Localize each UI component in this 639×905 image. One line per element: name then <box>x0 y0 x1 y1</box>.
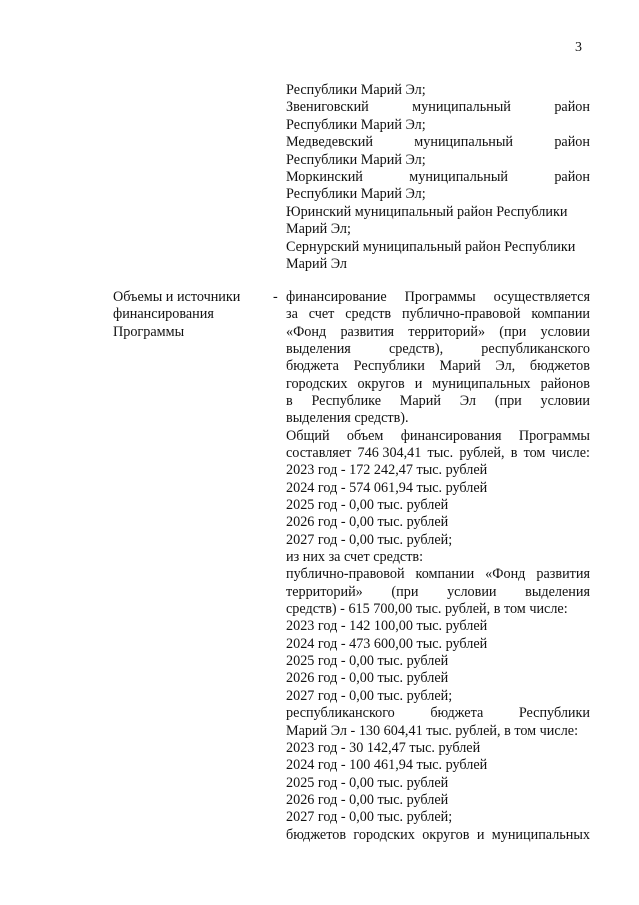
text-word: (при <box>391 583 419 600</box>
text-line: Республики Марий Эл; <box>286 151 426 168</box>
text-line: Марий Эл <box>286 256 347 272</box>
text-word: и <box>414 375 423 392</box>
text-word: выделения <box>525 583 590 600</box>
text-line: 2024 год - 574 061,94 тыс. рублей <box>286 479 488 496</box>
text-line: Республики Марий Эл; <box>286 186 426 203</box>
text-word: округов <box>422 826 470 843</box>
text-word: территорий» <box>286 583 363 600</box>
text-word: бюджетов <box>286 826 347 843</box>
label-line: финансирования <box>113 306 214 323</box>
text-line <box>286 445 590 462</box>
text-word: муниципальных <box>491 826 590 843</box>
text-word: средств <box>345 306 392 323</box>
text-line <box>286 99 590 116</box>
text-word: условии <box>447 583 497 600</box>
text-word: составляет <box>286 445 352 462</box>
text-word: бюджетов <box>529 358 590 375</box>
text-line: 2025 год - 0,00 тыс. рублей <box>286 774 449 791</box>
text-line: 2026 год - 0,00 тыс. рублей <box>286 791 449 808</box>
text-word: счет <box>308 306 335 323</box>
text-word: в <box>510 445 518 462</box>
text-line: 2025 год - 0,00 тыс. рублей <box>286 653 449 670</box>
text-word: городских <box>286 375 348 392</box>
text-line: 2026 год - 0,00 тыс. рублей <box>286 670 449 687</box>
text-word: Эл, <box>495 358 516 375</box>
text-word: том <box>523 445 546 462</box>
text-line: 2023 год - 30 142,47 тыс. рублей <box>286 739 481 756</box>
text-word: Программы <box>518 427 590 444</box>
text-line: Республики Марий Эл; <box>286 82 426 98</box>
text-line <box>286 306 590 323</box>
text-word: район <box>554 99 590 116</box>
text-line <box>286 376 590 393</box>
text-word: выделения <box>286 341 351 358</box>
text-word: Республики <box>353 358 425 375</box>
text-line: 2027 год - 0,00 тыс. рублей; <box>286 687 453 704</box>
text-word: (при <box>499 323 527 340</box>
text-word: «Фонд <box>485 566 526 583</box>
text-word: муниципальный <box>409 169 508 185</box>
text-line: Юринский муниципальный район Республики <box>286 203 568 220</box>
text-word: осуществляется <box>493 289 590 305</box>
text-line: Марий Эл - 130 604,41 тыс. рублей, в том числе: <box>286 722 579 739</box>
text-word: развития <box>536 566 590 583</box>
text-word: Марий <box>439 358 481 375</box>
text-word: район <box>554 169 590 185</box>
text-line <box>286 134 590 151</box>
text-line <box>286 324 590 341</box>
text-word: муниципальный <box>414 134 514 151</box>
text-word: публично-правовой <box>401 306 521 323</box>
text-line: 2024 год - 473 600,00 тыс. рублей <box>286 635 488 652</box>
text-word: публично-правовой <box>286 566 405 583</box>
text-word: и <box>476 826 485 843</box>
text-word: тыс. <box>427 445 454 462</box>
text-line: 2024 год - 100 461,94 тыс. рублей <box>286 757 488 774</box>
text-line <box>286 358 590 375</box>
text-word: числе: <box>551 445 590 462</box>
text-word: «Фонд <box>286 323 327 340</box>
label-line: Объемы и источники <box>113 289 241 305</box>
text-word: объем <box>346 427 384 444</box>
text-word: бюджета <box>286 358 339 375</box>
text-word: Программы <box>404 289 476 305</box>
text-line <box>286 705 590 722</box>
label-line: Программы <box>113 323 185 340</box>
text-word: рублей, <box>459 445 505 462</box>
text-word: республиканского <box>286 705 395 722</box>
text-line <box>286 566 590 583</box>
text-word: (при <box>494 393 522 410</box>
text-line: 2027 год - 0,00 тыс. рублей; <box>286 531 453 548</box>
text-line: 2023 год - 172 242,47 тыс. рублей <box>286 462 488 479</box>
text-line: средств) - 615 700,00 тыс. рублей, в том числе: <box>286 601 568 618</box>
text-line: 2026 год - 0,00 тыс. рублей <box>286 514 449 531</box>
text-word: Республике <box>311 393 381 410</box>
text-line <box>286 827 590 844</box>
text-word: условии <box>540 323 590 340</box>
text-line: выделения средств). <box>286 410 409 427</box>
text-word: районов <box>540 375 590 392</box>
text-word: финансирование <box>286 289 387 305</box>
text-word: 746 304,41 <box>357 445 422 462</box>
text-line: 2025 год - 0,00 тыс. рублей <box>286 497 449 514</box>
text-word: республиканского <box>481 341 590 358</box>
text-word: Марий <box>399 393 441 410</box>
text-word: финансирования <box>400 427 502 444</box>
text-word: бюджета <box>430 705 484 722</box>
text-word: Звениговский <box>286 99 369 116</box>
text-line: 2023 год - 142 100,00 тыс. рублей <box>286 618 488 635</box>
label-dash: - <box>273 289 278 305</box>
text-word: городских <box>353 826 415 843</box>
text-word: Общий <box>286 427 330 444</box>
text-word: Эл <box>459 393 476 410</box>
text-word: муниципальных <box>432 375 531 392</box>
text-line: Марий Эл; <box>286 221 351 238</box>
text-word: компании <box>415 566 475 583</box>
text-line <box>286 584 590 601</box>
text-line <box>286 341 590 358</box>
text-word: развития <box>340 323 395 340</box>
text-line: 2027 год - 0,00 тыс. рублей; <box>286 809 453 826</box>
page-number: 3 <box>575 40 582 55</box>
text-word: Республики <box>518 705 590 722</box>
text-word: средств), <box>388 341 444 358</box>
text-word: условии <box>540 393 590 410</box>
text-line: Сернурский муниципальный район Республики <box>286 238 576 255</box>
text-word: компании <box>531 306 590 323</box>
text-line <box>286 428 590 445</box>
text-word: Медведевский <box>286 134 373 151</box>
text-word: район <box>554 134 590 151</box>
text-word: в <box>286 393 293 410</box>
text-word: муниципальный <box>412 99 511 116</box>
text-line <box>286 169 590 186</box>
text-line <box>286 393 590 410</box>
text-word: за <box>286 306 298 323</box>
text-word: Моркинский <box>286 169 363 185</box>
text-line: из них за счет средств: <box>286 549 424 566</box>
text-word: округов <box>357 375 405 392</box>
text-line: Республики Марий Эл; <box>286 116 426 133</box>
text-word: территорий» <box>408 323 486 340</box>
text-line <box>286 289 590 306</box>
